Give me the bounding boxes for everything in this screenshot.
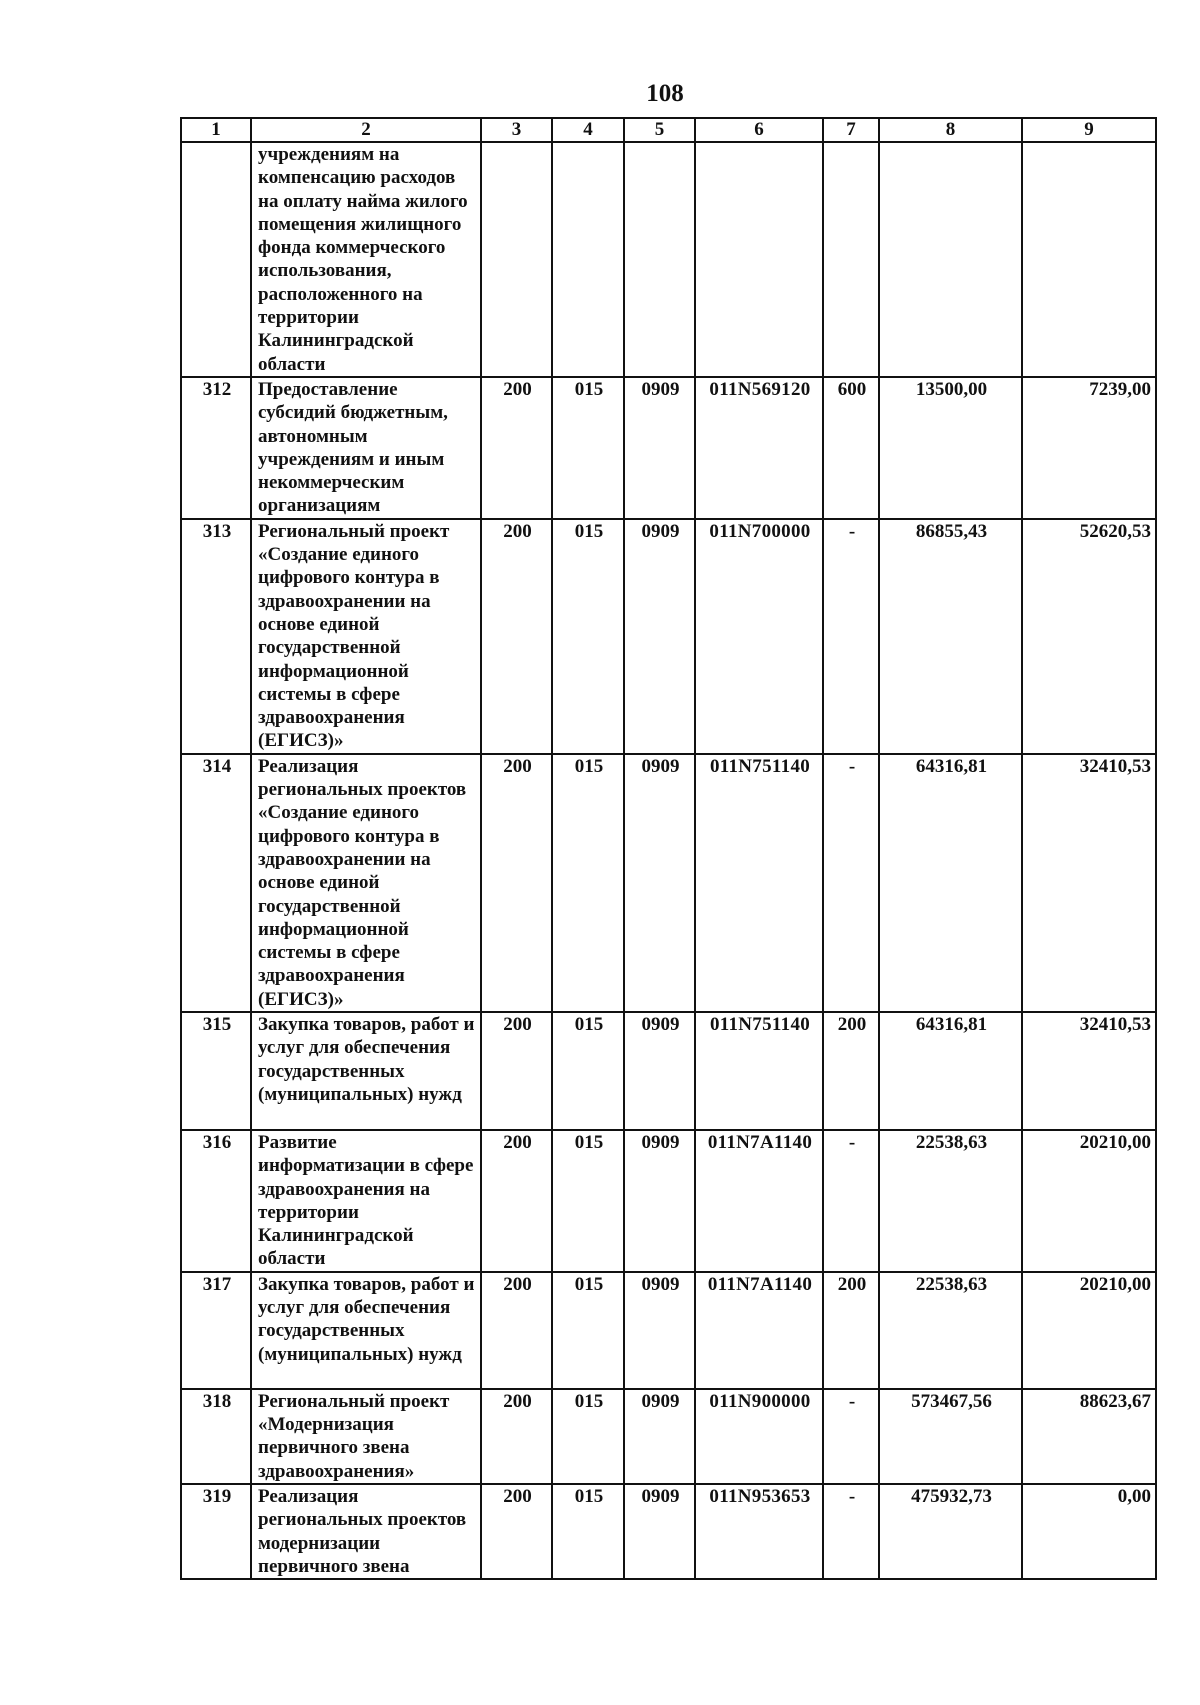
cell-col8: 64316,81 <box>879 754 1022 1012</box>
cell-col4: 015 <box>552 1484 624 1579</box>
column-header: 5 <box>624 118 695 142</box>
column-header: 2 <box>251 118 481 142</box>
cell-col3: 200 <box>481 754 552 1012</box>
cell-col7: - <box>823 1130 879 1272</box>
cell-col9: 32410,53 <box>1022 754 1156 1012</box>
row-name: Реализация региональных проектов модернизации первичного звена <box>251 1484 481 1579</box>
cell-col4: 015 <box>552 754 624 1012</box>
row-number: 318 <box>181 1389 251 1484</box>
cell-col4: 015 <box>552 1389 624 1484</box>
cell-col6: 011N569120 <box>695 377 823 519</box>
row-number: 319 <box>181 1484 251 1579</box>
cell-col6: 011N7A1140 <box>695 1130 823 1272</box>
cell-col6: 011N700000 <box>695 519 823 754</box>
cell-col6: 011N953653 <box>695 1484 823 1579</box>
cell-col7: - <box>823 1389 879 1484</box>
cell-col3 <box>481 142 552 377</box>
cell-col4: 015 <box>552 519 624 754</box>
cell-col8: 22538,63 <box>879 1272 1022 1389</box>
cell-col6 <box>695 142 823 377</box>
cell-col5: 0909 <box>624 1130 695 1272</box>
cell-col9: 20210,00 <box>1022 1272 1156 1389</box>
row-name: Развитие информатизации в сфере здравоохранения на территории Калининградской области <box>251 1130 481 1272</box>
column-header: 3 <box>481 118 552 142</box>
cell-col4: 015 <box>552 377 624 519</box>
table-row <box>181 1272 1156 1389</box>
cell-col7: - <box>823 519 879 754</box>
row-name: Предоставление субсидий бюджетным, автономным учреждениям и иным некоммерческим организациям <box>251 377 481 519</box>
cell-col9: 0,00 <box>1022 1484 1156 1579</box>
cell-col5: 0909 <box>624 1012 695 1130</box>
cell-col5: 0909 <box>624 1389 695 1484</box>
cell-col9: 52620,53 <box>1022 519 1156 754</box>
row-name: учреждениям на компенсацию расходов на оплату найма жилого помещения жилищного фонда коммерческого использования, расположенного на территории Калининградской области <box>251 142 481 377</box>
cell-col8: 13500,00 <box>879 377 1022 519</box>
table-row <box>181 519 1156 754</box>
cell-col5: 0909 <box>624 1484 695 1579</box>
column-header: 1 <box>181 118 251 142</box>
cell-col9 <box>1022 142 1156 377</box>
row-name: Региональный проект «Создание единого цифрового контура в здравоохранении на основе единой государственной информационной системы в сфере здравоохранения (ЕГИСЗ)» <box>251 519 481 754</box>
table-row <box>181 142 1156 377</box>
cell-col3: 200 <box>481 1012 552 1130</box>
row-number: 312 <box>181 377 251 519</box>
row-number: 313 <box>181 519 251 754</box>
cell-col5 <box>624 142 695 377</box>
table-row <box>181 1484 1156 1579</box>
header-row <box>181 118 1156 142</box>
cell-col9: 7239,00 <box>1022 377 1156 519</box>
cell-col6: 011N900000 <box>695 1389 823 1484</box>
row-number <box>181 142 251 377</box>
cell-col6: 011N751140 <box>695 754 823 1012</box>
row-number: 316 <box>181 1130 251 1272</box>
cell-col9: 20210,00 <box>1022 1130 1156 1272</box>
cell-col9: 32410,53 <box>1022 1012 1156 1130</box>
table-row <box>181 1012 1156 1130</box>
row-name: Закупка товаров, работ и услуг для обеспечения государственных (муниципальных) нужд <box>251 1272 481 1389</box>
row-name: Закупка товаров, работ и услуг для обеспечения государственных (муниципальных) нужд <box>251 1012 481 1130</box>
table-row <box>181 377 1156 519</box>
column-header: 7 <box>823 118 879 142</box>
row-number: 317 <box>181 1272 251 1389</box>
cell-col5: 0909 <box>624 377 695 519</box>
row-number: 314 <box>181 754 251 1012</box>
cell-col7: 600 <box>823 377 879 519</box>
cell-col8: 64316,81 <box>879 1012 1022 1130</box>
cell-col5: 0909 <box>624 754 695 1012</box>
cell-col3: 200 <box>481 377 552 519</box>
table-row <box>181 1389 1156 1484</box>
cell-col8: 86855,43 <box>879 519 1022 754</box>
cell-col8 <box>879 142 1022 377</box>
column-header: 8 <box>879 118 1022 142</box>
column-header: 9 <box>1022 118 1156 142</box>
cell-col8: 475932,73 <box>879 1484 1022 1579</box>
cell-col3: 200 <box>481 1272 552 1389</box>
row-number: 315 <box>181 1012 251 1130</box>
cell-col8: 573467,56 <box>879 1389 1022 1484</box>
cell-col7: - <box>823 754 879 1012</box>
cell-col3: 200 <box>481 1130 552 1272</box>
cell-col3: 200 <box>481 1484 552 1579</box>
column-header: 6 <box>695 118 823 142</box>
cell-col9: 88623,67 <box>1022 1389 1156 1484</box>
cell-col8: 22538,63 <box>879 1130 1022 1272</box>
cell-col5: 0909 <box>624 1272 695 1389</box>
page-number: 108 <box>646 80 684 107</box>
cell-col4: 015 <box>552 1130 624 1272</box>
table-row <box>181 754 1156 1012</box>
table-row <box>181 1130 1156 1272</box>
cell-col7: 200 <box>823 1012 879 1130</box>
cell-col7: - <box>823 1484 879 1579</box>
row-name: Реализация региональных проектов «Создание единого цифрового контура в здравоохранении на основе единой государственной информационной системы в сфере здравоохранения (ЕГИСЗ)» <box>251 754 481 1012</box>
cell-col7 <box>823 142 879 377</box>
cell-col4: 015 <box>552 1272 624 1389</box>
column-header: 4 <box>552 118 624 142</box>
cell-col5: 0909 <box>624 519 695 754</box>
budget-table <box>180 117 1157 1580</box>
cell-col4 <box>552 142 624 377</box>
cell-col4: 015 <box>552 1012 624 1130</box>
cell-col7: 200 <box>823 1272 879 1389</box>
cell-col6: 011N751140 <box>695 1012 823 1130</box>
cell-col6: 011N7A1140 <box>695 1272 823 1389</box>
row-name: Региональный проект «Модернизация первичного звена здравоохранения» <box>251 1389 481 1484</box>
cell-col3: 200 <box>481 519 552 754</box>
cell-col3: 200 <box>481 1389 552 1484</box>
